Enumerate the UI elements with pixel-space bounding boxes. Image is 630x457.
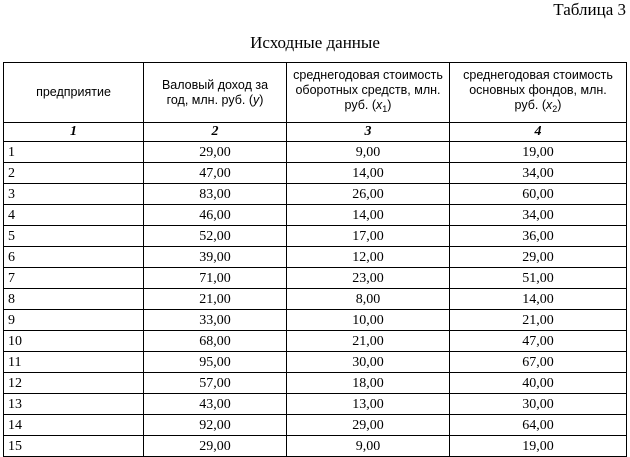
table-row [4, 415, 627, 436]
gross-income-cell: 83,00 [144, 184, 287, 205]
working-capital-cell: 9,00 [287, 436, 450, 457]
working-capital-cell: 29,00 [287, 415, 450, 436]
enterprise-cell: 6 [4, 247, 144, 268]
fixed-assets-cell: 60,00 [450, 184, 627, 205]
working-capital-cell: 10,00 [287, 310, 450, 331]
working-capital-cell: 8,00 [287, 289, 450, 310]
header-gross-income: Валовый доход за год, млн. руб. (y) [144, 63, 287, 123]
column-number: 4 [450, 123, 627, 142]
fixed-assets-cell: 19,00 [450, 142, 627, 163]
fixed-assets-cell: 36,00 [450, 226, 627, 247]
working-capital-cell: 9,00 [287, 142, 450, 163]
enterprise-cell: 15 [4, 436, 144, 457]
gross-income-cell: 39,00 [144, 247, 287, 268]
table-title: Исходные данные [250, 33, 380, 52]
gross-income-cell: 57,00 [144, 373, 287, 394]
column-number-row [4, 123, 627, 142]
table-body [4, 142, 627, 457]
column-number: 1 [4, 123, 144, 142]
table-row [4, 226, 627, 247]
gross-income-cell: 52,00 [144, 226, 287, 247]
gross-income-cell: 71,00 [144, 268, 287, 289]
header-working-capital: среднегодовая стоимость оборотных средств, млн. руб. $(x_1)$ [287, 63, 450, 123]
table-row [4, 310, 627, 331]
fixed-assets-cell: 14,00 [450, 289, 627, 310]
column-number: 2 [144, 123, 287, 142]
table-row [4, 163, 627, 184]
enterprise-cell: 8 [4, 289, 144, 310]
enterprise-cell: 7 [4, 268, 144, 289]
header-row [4, 63, 627, 123]
table-row [4, 394, 627, 415]
enterprise-cell: 2 [4, 163, 144, 184]
table-row [4, 331, 627, 352]
enterprise-cell: 5 [4, 226, 144, 247]
table-row [4, 289, 627, 310]
fixed-assets-cell: 21,00 [450, 310, 627, 331]
header-fixed-assets: среднегодовая стоимость основных фондов, млн. руб. $(x_2)$ [450, 63, 627, 123]
working-capital-cell: 13,00 [287, 394, 450, 415]
gross-income-cell: 29,00 [144, 142, 287, 163]
working-capital-cell: 14,00 [287, 205, 450, 226]
gross-income-cell: 46,00 [144, 205, 287, 226]
working-capital-cell: 26,00 [287, 184, 450, 205]
working-capital-cell: 18,00 [287, 373, 450, 394]
enterprise-cell: 9 [4, 310, 144, 331]
fixed-assets-cell: 67,00 [450, 352, 627, 373]
working-capital-cell: 17,00 [287, 226, 450, 247]
table-label: Таблица 3 [553, 0, 626, 19]
enterprise-cell: 1 [4, 142, 144, 163]
fixed-assets-cell: 34,00 [450, 163, 627, 184]
enterprise-cell: 3 [4, 184, 144, 205]
fixed-assets-cell: 29,00 [450, 247, 627, 268]
enterprise-cell: 4 [4, 205, 144, 226]
gross-income-cell: 92,00 [144, 415, 287, 436]
gross-income-cell: 43,00 [144, 394, 287, 415]
fixed-assets-cell: 51,00 [450, 268, 627, 289]
column-number: 3 [287, 123, 450, 142]
table-row [4, 247, 627, 268]
working-capital-cell: 14,00 [287, 163, 450, 184]
fixed-assets-cell: 30,00 [450, 394, 627, 415]
enterprise-cell: 11 [4, 352, 144, 373]
working-capital-cell: 23,00 [287, 268, 450, 289]
working-capital-cell: 12,00 [287, 247, 450, 268]
enterprise-cell: 12 [4, 373, 144, 394]
gross-income-cell: 21,00 [144, 289, 287, 310]
gross-income-cell: 68,00 [144, 331, 287, 352]
gross-income-cell: 29,00 [144, 436, 287, 457]
fixed-assets-cell: 47,00 [450, 331, 627, 352]
fixed-assets-cell: 64,00 [450, 415, 627, 436]
enterprise-cell: 10 [4, 331, 144, 352]
table-row [4, 184, 627, 205]
table-row [4, 205, 627, 226]
data-table [3, 62, 627, 457]
gross-income-cell: 47,00 [144, 163, 287, 184]
enterprise-cell: 13 [4, 394, 144, 415]
working-capital-cell: 30,00 [287, 352, 450, 373]
table-row [4, 352, 627, 373]
gross-income-cell: 33,00 [144, 310, 287, 331]
table-row [4, 436, 627, 457]
gross-income-cell: 95,00 [144, 352, 287, 373]
enterprise-cell: 14 [4, 415, 144, 436]
working-capital-cell: 21,00 [287, 331, 450, 352]
fixed-assets-cell: 19,00 [450, 436, 627, 457]
table-row [4, 373, 627, 394]
fixed-assets-cell: 34,00 [450, 205, 627, 226]
table-row [4, 142, 627, 163]
header-enterprise: предприятие [4, 63, 144, 123]
fixed-assets-cell: 40,00 [450, 373, 627, 394]
table-row [4, 268, 627, 289]
